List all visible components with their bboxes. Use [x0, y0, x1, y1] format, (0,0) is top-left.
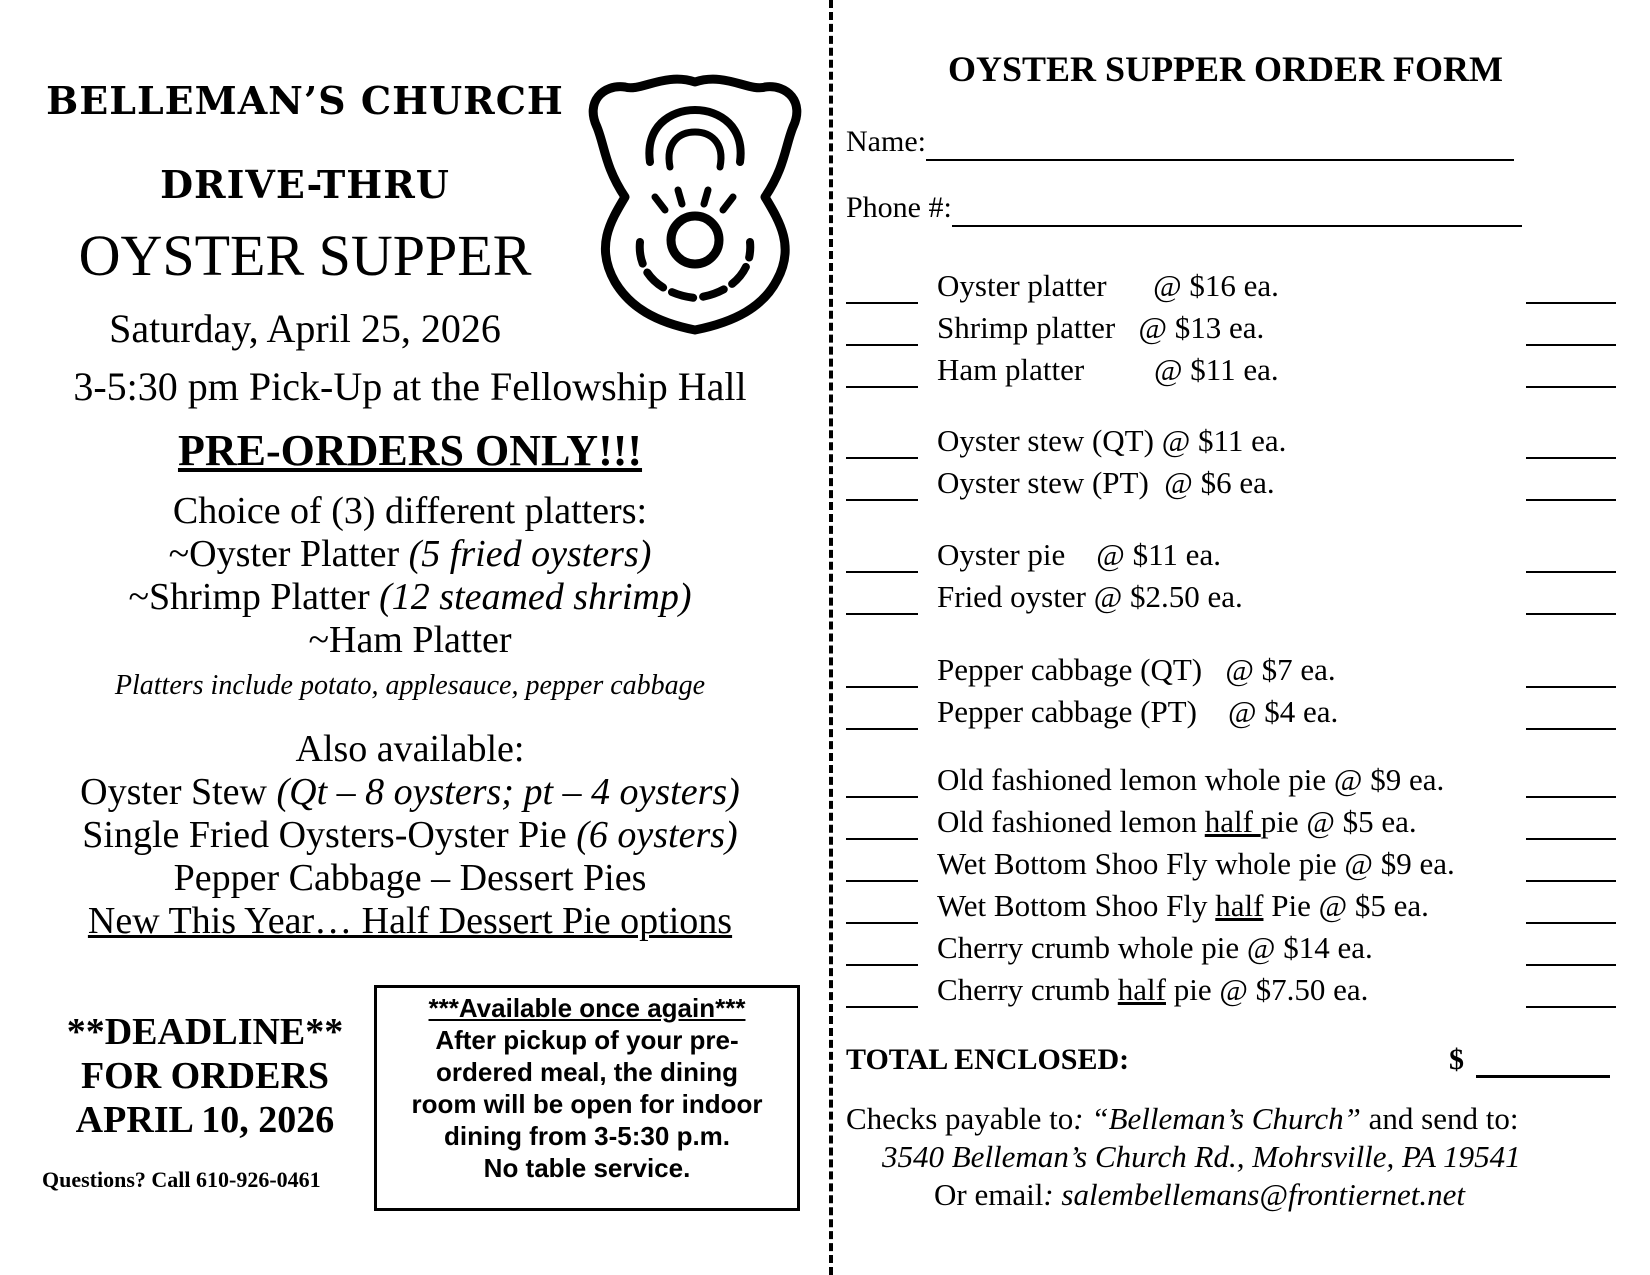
item-name: Oyster stew (QT)	[937, 423, 1154, 458]
pickup-info: 3-5:30 pm Pick-Up at the Fellowship Hall	[73, 364, 747, 409]
total-currency: $	[1449, 1043, 1464, 1076]
order-item-row	[846, 652, 1616, 692]
item-price: @ $6 ea.	[1164, 465, 1275, 500]
item-price: @ $9 ea.	[1333, 762, 1445, 797]
platter-detail: (12 steamed shrimp)	[379, 576, 692, 618]
item-description	[937, 465, 1275, 501]
new-this-year-text: New This Year… Half Dessert Pie options	[87, 900, 733, 942]
item-description	[937, 930, 1373, 966]
name-input-line[interactable]	[926, 125, 1514, 161]
also-detail: (Qt – 8 oysters; pt – 4 oysters)	[276, 771, 740, 813]
notice-box	[374, 985, 800, 1211]
item-price: @ $7.50 ea.	[1219, 972, 1369, 1007]
checks-send-label: and send to:	[1360, 1101, 1519, 1136]
quantity-blank[interactable]	[846, 728, 918, 730]
subtotal-blank[interactable]	[1526, 686, 1616, 688]
item-gap	[1154, 423, 1162, 458]
subtotal-blank[interactable]	[1526, 1006, 1616, 1008]
item-description	[937, 762, 1444, 798]
item-gap	[1107, 268, 1154, 303]
phone-label: Phone #:	[846, 191, 952, 224]
item-half-label: half	[1204, 804, 1261, 839]
quantity-blank[interactable]	[846, 1006, 918, 1008]
event-date: Saturday, April 25, 2026	[109, 306, 501, 351]
item-price: @ $9 ea.	[1344, 846, 1455, 881]
cut-line-divider	[829, 0, 833, 1275]
item-gap	[1239, 930, 1247, 965]
platter-item	[0, 619, 820, 662]
preorders-heading: PRE-ORDERS ONLY!!!	[177, 426, 643, 475]
item-description	[937, 268, 1279, 304]
quantity-blank[interactable]	[846, 796, 918, 798]
also-item	[0, 857, 820, 900]
notice-line: No table service.	[483, 1153, 691, 1183]
church-name-text: BELLEMAN’S CHURCH	[46, 78, 564, 123]
order-item-row	[846, 888, 1616, 928]
email-colon: :	[1043, 1177, 1054, 1212]
also-name: Oyster Stew	[80, 771, 267, 813]
quantity-blank[interactable]	[846, 302, 918, 304]
item-gap	[1115, 310, 1138, 345]
order-item-row	[846, 579, 1616, 619]
event-title: OYSTER SUPPER	[78, 223, 532, 288]
email-line	[934, 1177, 1465, 1213]
name-label: Name:	[846, 125, 926, 158]
quantity-blank[interactable]	[846, 964, 918, 966]
new-this-year	[0, 900, 820, 943]
order-item-row	[846, 423, 1616, 463]
platter-name: ~Oyster Platter	[168, 533, 400, 575]
item-gap	[1311, 888, 1319, 923]
email-label: Or email	[934, 1177, 1044, 1212]
item-name: Oyster platter	[937, 268, 1107, 303]
quantity-blank[interactable]	[846, 686, 918, 688]
item-name: Shrimp platter	[937, 310, 1116, 345]
item-half-label: half	[1215, 888, 1264, 923]
item-gap	[1065, 537, 1096, 572]
questions-contact: Questions? Call 610-926-0461	[42, 1167, 321, 1192]
item-price: @ $11 ea.	[1161, 423, 1287, 458]
item-name-suffix: pie	[1260, 804, 1299, 839]
quantity-blank[interactable]	[846, 880, 918, 882]
notice-line: ordered meal, the dining	[436, 1057, 738, 1087]
subtotal-blank[interactable]	[1526, 838, 1616, 840]
subtotal-blank[interactable]	[1526, 457, 1616, 459]
platter-name: ~Ham Platter	[308, 619, 512, 661]
item-name: Cherry crumb	[937, 972, 1118, 1007]
item-name: Wet Bottom Shoo Fly whole pie	[937, 846, 1337, 881]
item-description	[937, 423, 1286, 459]
platters-heading: Choice of (3) different platters:	[172, 490, 648, 532]
item-price: @ $11 ea.	[1153, 352, 1279, 387]
checks-label: Checks payable to	[846, 1101, 1074, 1136]
order-item-row	[846, 310, 1616, 350]
quantity-blank[interactable]	[846, 571, 918, 573]
item-description	[937, 972, 1368, 1008]
item-price: @ $14 ea.	[1246, 930, 1373, 965]
total-label: TOTAL ENCLOSED:	[846, 1043, 1130, 1076]
drive-thru-text: DRIVE-THRU	[160, 162, 450, 207]
platter-item	[0, 533, 820, 576]
item-name: Cherry crumb whole pie	[937, 930, 1240, 965]
item-description	[937, 352, 1279, 388]
item-price: @ $16 ea.	[1153, 268, 1279, 303]
order-item-row	[846, 804, 1616, 844]
item-name: Oyster pie	[937, 537, 1066, 572]
item-price: @ $4 ea.	[1227, 694, 1339, 729]
quantity-blank[interactable]	[846, 344, 918, 346]
subtotal-blank[interactable]	[1526, 964, 1616, 966]
item-name-suffix: pie	[1165, 972, 1212, 1007]
phone-field[interactable]	[846, 191, 1522, 227]
mailing-address	[882, 1139, 1521, 1175]
item-description	[937, 804, 1417, 840]
also-detail: (6 oysters)	[576, 814, 738, 856]
subtotal-blank[interactable]	[1526, 571, 1616, 573]
item-gap	[1197, 694, 1228, 729]
order-item-row	[846, 537, 1616, 577]
subtotal-blank[interactable]	[1526, 499, 1616, 501]
item-description	[937, 310, 1264, 346]
item-description	[937, 694, 1338, 730]
platters-note: Platters include potato, applesauce, pepper cabbage	[114, 670, 706, 701]
item-description	[937, 652, 1336, 688]
also-name: Single Fried Oysters-Oyster Pie	[82, 814, 567, 856]
oyster-shell-icon	[585, 72, 805, 342]
item-half-label: half	[1117, 972, 1166, 1007]
item-price: @ $5 ea.	[1318, 888, 1429, 923]
item-name-suffix: Pie	[1263, 888, 1311, 923]
subtotal-blank[interactable]	[1526, 386, 1616, 388]
address-text: 3540 Belleman’s Church Rd., Mohrsville, PA 19541	[882, 1139, 1521, 1174]
checks-colon: :	[1073, 1101, 1084, 1136]
order-item-row	[846, 930, 1616, 970]
quantity-blank[interactable]	[846, 613, 918, 615]
order-form-title: OYSTER SUPPER ORDER FORM	[948, 49, 1504, 89]
item-name: Old fashioned lemon	[937, 804, 1205, 839]
quantity-blank[interactable]	[846, 386, 918, 388]
deadline-block	[40, 1010, 370, 1142]
platter-name: ~Shrimp Platter	[128, 576, 370, 618]
order-item-row	[846, 762, 1616, 802]
item-description	[937, 537, 1221, 573]
deadline-line: FOR ORDERS	[80, 1055, 330, 1097]
subtotal-blank[interactable]	[1526, 613, 1616, 615]
item-name: Pepper cabbage (PT)	[937, 694, 1197, 729]
subtotal-blank[interactable]	[1526, 922, 1616, 924]
also-item	[0, 814, 820, 857]
item-name: Oyster stew (PT)	[937, 465, 1149, 500]
also-name: Pepper Cabbage – Dessert Pies	[173, 857, 647, 899]
item-price: @ $5 ea.	[1306, 804, 1417, 839]
item-gap	[1084, 352, 1154, 387]
notice-line: room will be open for indoor	[411, 1089, 763, 1119]
checks-payable-line	[846, 1101, 1518, 1137]
also-heading: Also available:	[295, 728, 525, 770]
quantity-blank[interactable]	[846, 499, 918, 501]
item-gap	[1149, 465, 1165, 500]
quantity-blank[interactable]	[846, 838, 918, 840]
order-item-row	[846, 352, 1616, 392]
subtotal-blank[interactable]	[1526, 796, 1616, 798]
church-name	[40, 78, 570, 123]
order-item-row	[846, 465, 1616, 505]
item-name: Old fashioned lemon whole pie	[937, 762, 1327, 797]
item-price: @ $11 ea.	[1096, 537, 1221, 572]
item-gap	[1086, 579, 1094, 614]
item-name: Wet Bottom Shoo Fly	[937, 888, 1216, 923]
phone-input-line[interactable]	[952, 191, 1522, 227]
subtotal-blank[interactable]	[1526, 344, 1616, 346]
item-price: @ $7 ea.	[1225, 652, 1336, 687]
item-name: Pepper cabbage (QT)	[937, 652, 1203, 687]
order-item-row	[846, 972, 1616, 1012]
deadline-line: **DEADLINE**	[66, 1011, 344, 1053]
item-price: @ $2.50 ea.	[1093, 579, 1243, 614]
item-price: @ $13 ea.	[1138, 310, 1265, 345]
item-description	[937, 888, 1429, 924]
platter-detail: (5 fried oysters)	[408, 533, 652, 575]
quantity-blank[interactable]	[846, 922, 918, 924]
deadline-line: APRIL 10, 2026	[75, 1099, 335, 1141]
subtotal-blank[interactable]	[1526, 728, 1616, 730]
notice-header: ***Available once again***	[428, 993, 746, 1023]
item-name: Fried oyster	[937, 579, 1086, 614]
order-item-row	[846, 268, 1616, 308]
quantity-blank[interactable]	[846, 457, 918, 459]
item-gap	[1326, 762, 1334, 797]
subtotal-blank[interactable]	[1526, 880, 1616, 882]
checks-payee: “Belleman’s Church”	[1091, 1101, 1361, 1136]
item-description	[937, 846, 1455, 882]
notice-line: After pickup of your pre-	[435, 1025, 739, 1055]
subtotal-blank[interactable]	[1526, 302, 1616, 304]
order-item-row	[846, 846, 1616, 886]
total-amount-blank[interactable]	[1476, 1075, 1610, 1078]
item-gap	[1202, 652, 1225, 687]
email-address[interactable]: salembellemans@frontiernet.net	[1061, 1177, 1466, 1212]
order-item-row	[846, 694, 1616, 734]
platter-item	[0, 576, 820, 619]
also-item	[0, 771, 820, 814]
notice-line: dining from 3-5:30 p.m.	[443, 1121, 731, 1151]
item-description	[937, 579, 1243, 615]
drive-thru-label	[40, 162, 570, 207]
name-field[interactable]	[846, 125, 1514, 161]
item-name: Ham platter	[937, 352, 1085, 387]
